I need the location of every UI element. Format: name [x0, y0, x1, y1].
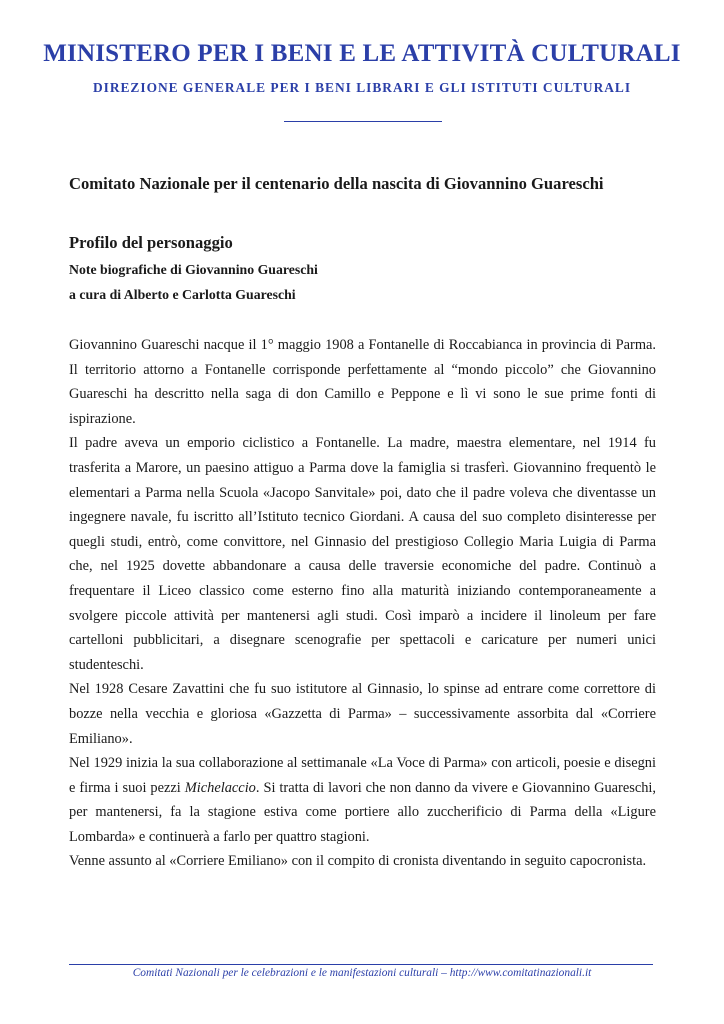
- cura-subheading: a cura di Alberto e Carlotta Guareschi: [69, 287, 296, 302]
- ministry-title: MINISTERO PER I BENI E LE ATTIVITÀ CULTURALI: [43, 40, 681, 67]
- note-subheading: Note biografiche di Giovannino Guareschi: [69, 262, 318, 277]
- header-divider: [284, 121, 442, 122]
- paragraph-5: Venne assunto al «Corriere Emiliano» con il compito di cronista diventando in seguito capocronista.: [69, 853, 647, 870]
- paragraph-2: Il padre aveva un emporio ciclistico a Fontanelle. La madre, maestra elementare, nel 1914 fu trasferita a Marore, un paesino attiguo a Parma dove la famiglia si trasferì. Giovannino frequentò le elementari a Parma nella Scuola «Jacopo Sanvitale» poi, dato che il padre voleva che diventasse un ingegnere navale, fu iscritto all’Istituto tecnico Giordani. A causa del suo completo disinteresse per quegli studi, entrò, come convittore, nel Ginnasio del prestigioso Collegio Maria Luigia di Parma che, nel 1925 dovette abbandonare a causa delle traversie economiche del padre. Continuò a frequentare il Liceo classico come esterno fino alla maturità iniziando contemporaneamente a svolgere piccole attività per mantenersi agli studi. Così imparò a incidere il linoleum per fare cartelloni pubblicitari, a disegnare scenografie per spettacoli e caricature per numeri unici studenteschi.: [69, 435, 656, 673]
- paragraph-4-text-a: Nel 1929 inizia la sua collaborazione al settimanale «La Voce di Parma» con articoli, poesie e disegni e firma i suoi pezzi: [69, 755, 656, 796]
- paragraph-4: [69, 751, 656, 849]
- direzione-subtitle: DIREZIONE GENERALE PER I BENI LIBRARI E GLI ISTITUTI CULTURALI: [92, 80, 632, 95]
- michelaccio-italic: Michelaccio: [184, 779, 256, 796]
- paragraph-1: Giovannino Guareschi nacque il 1° maggio 1908 a Fontanelle di Roccabianca in provincia di Parma. Il territorio attorno a Fontanelle corrisponde perfettamente al “mondo piccolo” che Giovannino Guareschi ha descritto nella saga di don Camillo e Peppone e lì vi sono le sue prime fonti di ispirazione.: [69, 337, 656, 427]
- paragraph-3: Nel 1928 Cesare Zavattini che fu suo istitutore al Ginnasio, lo spinse ad entrare come correttore di bozze nella vecchia e gloriosa «Gazzetta di Parma» – successivamente assorbita dal «Corriere Emiliano».: [69, 681, 656, 747]
- footer-divider: [69, 964, 653, 965]
- comitato-heading: Comitato Nazionale per il centenario della nascita di Giovannino Guareschi: [69, 174, 604, 193]
- footer-text: Comitati Nazionali per le celebrazioni e le manifestazioni culturali – http://www.comitatinazionali.it: [132, 967, 592, 979]
- paragraph-4-text-b: . Si tratta di lavori che non danno da vivere e Giovannino Guareschi, per mantenersi, fa la stagione estiva come portiere allo zuccherificio di Parma della «Ligure Lombarda» e continuerà a farlo per quattro stagioni.: [69, 779, 657, 845]
- profilo-heading: Profilo del personaggio: [69, 233, 233, 252]
- biography-body: [69, 333, 656, 874]
